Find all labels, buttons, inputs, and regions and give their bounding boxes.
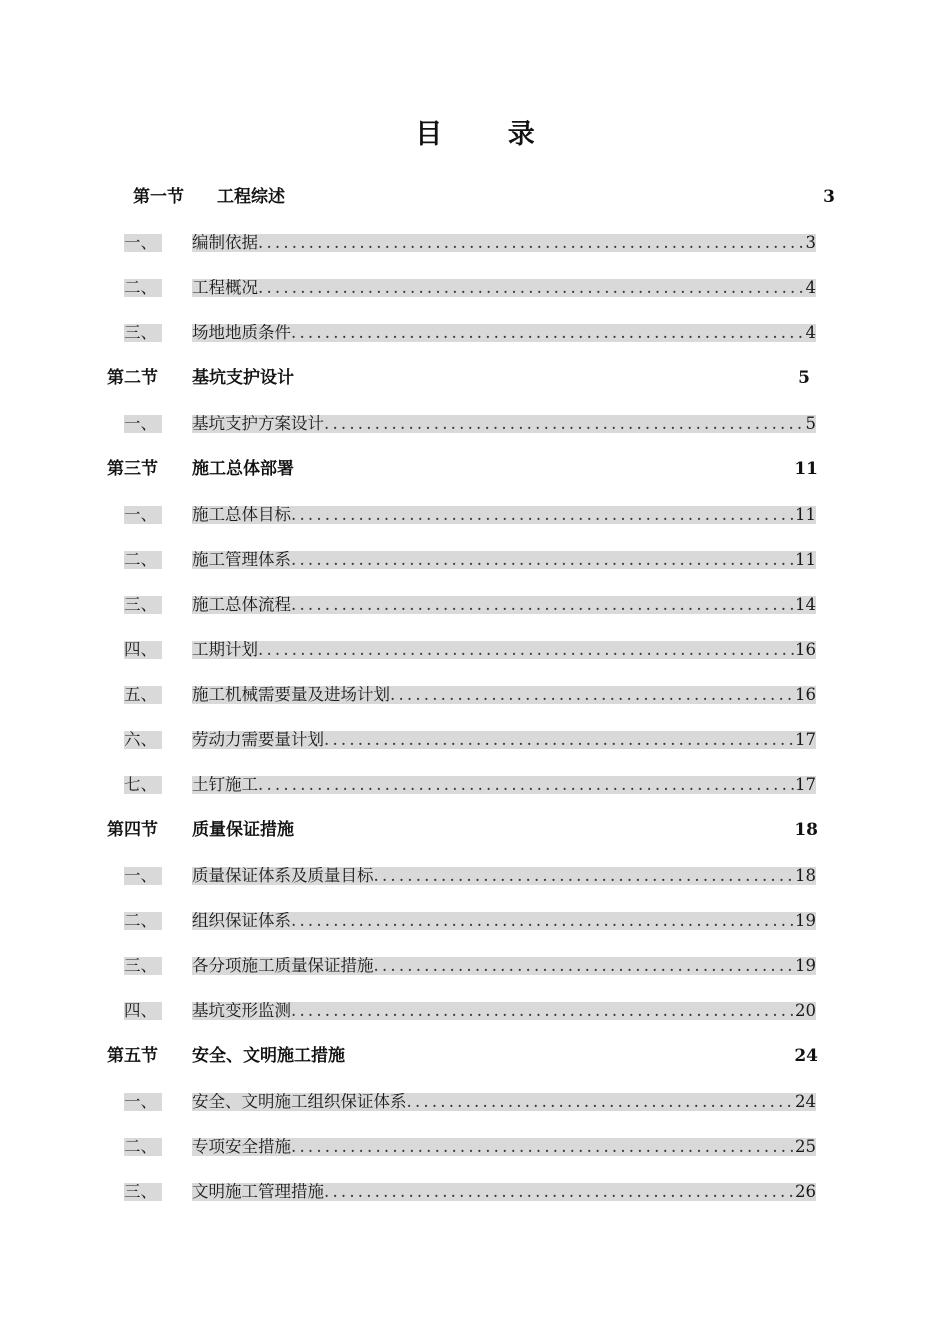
section-number: 第四节	[107, 820, 158, 840]
entry-title: 施工机械需要量及进场计划	[192, 686, 390, 704]
dot-leader	[291, 1002, 794, 1020]
entry-page: 4	[805, 279, 816, 297]
toc-entry[interactable]	[124, 1181, 816, 1203]
section-page: 18	[794, 820, 818, 840]
toc-entry[interactable]	[124, 729, 816, 751]
dot-leader	[291, 1138, 794, 1156]
toc-entry[interactable]	[124, 549, 816, 571]
dot-leader	[291, 551, 794, 569]
section-number: 第二节	[107, 368, 158, 388]
dot-leader	[291, 506, 794, 524]
section-title: 基坑支护设计	[192, 368, 294, 388]
entry-page: 25	[795, 1138, 816, 1156]
entry-page: 5	[805, 415, 816, 433]
entry-title: 土钉施工	[192, 776, 258, 794]
entry-page: 26	[795, 1183, 816, 1201]
toc-entry[interactable]	[124, 594, 816, 616]
entry-title: 组织保证体系	[192, 912, 291, 930]
entry-title: 编制依据	[192, 234, 258, 252]
toc-title: 目 录	[415, 119, 563, 150]
dot-leader	[258, 641, 794, 659]
toc-entry[interactable]	[124, 684, 816, 706]
section-number: 第三节	[107, 459, 158, 479]
entry-title: 施工管理体系	[192, 551, 291, 569]
dot-leader	[324, 415, 805, 433]
dot-leader	[291, 912, 794, 930]
entry-title: 质量保证体系及质量目标	[192, 867, 374, 885]
toc-entry[interactable]	[124, 277, 816, 299]
entry-title: 文明施工管理措施	[192, 1183, 324, 1201]
entry-title: 工期计划	[192, 641, 258, 659]
entry-page: 3	[805, 234, 816, 252]
toc-entry[interactable]	[124, 1136, 816, 1158]
section-page: 3	[823, 187, 835, 207]
entry-number: 一、	[124, 234, 162, 252]
entry-page: 16	[795, 641, 816, 659]
entry-title: 基坑变形监测	[192, 1002, 291, 1020]
toc-section-4[interactable]	[107, 819, 818, 841]
toc-entry[interactable]	[124, 1000, 816, 1022]
toc-entry[interactable]	[124, 865, 816, 887]
entry-number: 二、	[124, 912, 162, 930]
entry-number: 一、	[124, 415, 162, 433]
entry-number: 六、	[124, 731, 162, 749]
section-title: 工程综述	[217, 187, 285, 207]
entry-title: 各分项施工质量保证措施	[192, 957, 374, 975]
toc-entry[interactable]	[124, 774, 816, 796]
dot-leader	[407, 1093, 795, 1111]
entry-number: 四、	[124, 1002, 162, 1020]
dot-leader	[258, 776, 794, 794]
entry-page: 11	[795, 551, 816, 569]
dot-leader	[374, 957, 795, 975]
entry-number: 二、	[124, 1138, 162, 1156]
entry-page: 11	[795, 506, 816, 524]
entry-number: 三、	[124, 957, 162, 975]
section-title: 质量保证措施	[192, 820, 294, 840]
section-title: 安全、文明施工措施	[192, 1046, 345, 1066]
toc-entry[interactable]	[124, 639, 816, 661]
toc-entry[interactable]	[124, 504, 816, 526]
entry-title: 基坑支护方案设计	[192, 415, 324, 433]
entry-number: 一、	[124, 1093, 162, 1111]
toc-entry[interactable]	[124, 413, 816, 435]
entry-page: 17	[795, 776, 816, 794]
entry-title: 劳动力需要量计划	[192, 731, 324, 749]
entry-number: 三、	[124, 1183, 162, 1201]
entry-title: 专项安全措施	[192, 1138, 291, 1156]
toc-entry[interactable]	[124, 910, 816, 932]
section-number: 第五节	[107, 1046, 158, 1066]
toc-entry[interactable]	[124, 1091, 816, 1113]
dot-leader	[291, 596, 794, 614]
section-page: 11	[794, 459, 818, 479]
entry-page: 18	[795, 867, 816, 885]
section-number: 第一节	[133, 187, 184, 207]
dot-leader	[291, 324, 805, 342]
toc-entry[interactable]	[124, 322, 816, 344]
toc-section-3[interactable]	[107, 458, 818, 480]
dot-leader	[258, 234, 805, 252]
entry-number: 二、	[124, 279, 162, 297]
entry-page: 20	[795, 1002, 816, 1020]
section-title: 施工总体部署	[192, 459, 294, 479]
section-page: 5	[798, 368, 810, 388]
section-page: 24	[794, 1046, 818, 1066]
entry-page: 4	[805, 324, 816, 342]
entry-page: 19	[795, 912, 816, 930]
entry-number: 三、	[124, 324, 162, 342]
toc-section-1[interactable]	[107, 186, 835, 208]
dot-leader	[324, 731, 794, 749]
entry-page: 17	[795, 731, 816, 749]
entry-title: 安全、文明施工组织保证体系	[192, 1093, 407, 1111]
entry-number: 一、	[124, 867, 162, 885]
dot-leader	[258, 279, 805, 297]
toc-entry[interactable]	[124, 955, 816, 977]
toc-section-5[interactable]	[107, 1045, 818, 1067]
entry-title: 场地地质条件	[192, 324, 291, 342]
entry-page: 14	[795, 596, 816, 614]
entry-title: 施工总体目标	[192, 506, 291, 524]
entry-number: 三、	[124, 596, 162, 614]
dot-leader	[374, 867, 795, 885]
entry-title: 施工总体流程	[192, 596, 291, 614]
entry-number: 四、	[124, 641, 162, 659]
entry-title: 工程概况	[192, 279, 258, 297]
entry-number: 七、	[124, 776, 162, 794]
entry-number: 五、	[124, 686, 162, 704]
dot-leader	[390, 686, 794, 704]
entry-page: 24	[795, 1093, 816, 1111]
entry-page: 16	[795, 686, 816, 704]
entry-number: 一、	[124, 506, 162, 524]
entry-page: 19	[795, 957, 816, 975]
entry-number: 二、	[124, 551, 162, 569]
toc-entry[interactable]	[124, 232, 816, 254]
toc-section-2[interactable]	[107, 367, 818, 389]
dot-leader	[324, 1183, 794, 1201]
